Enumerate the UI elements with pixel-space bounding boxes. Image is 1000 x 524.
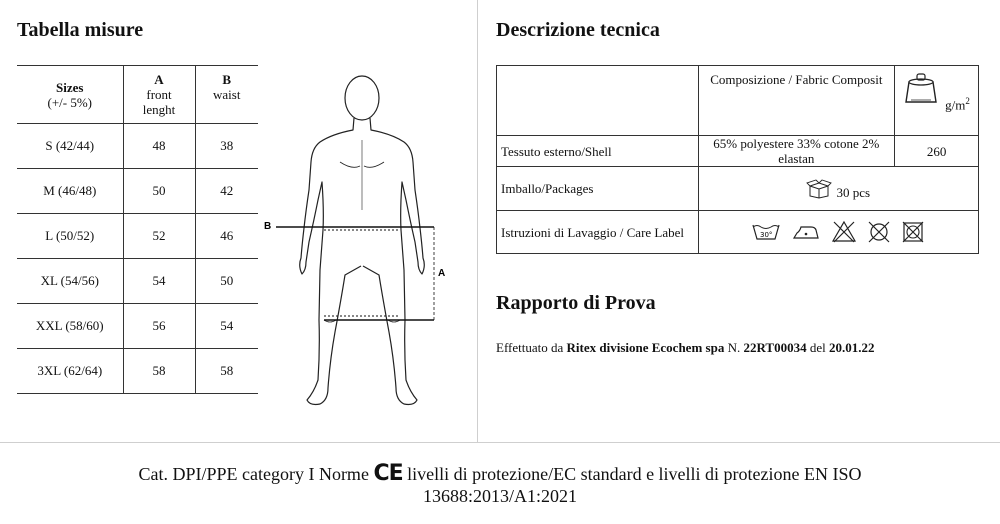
- size-cell: L (50/52): [17, 214, 123, 259]
- technical-table: [496, 65, 979, 254]
- b-cell: 54: [195, 304, 258, 349]
- label-b: B: [264, 221, 272, 232]
- packages-label: Imballo/Packages: [497, 167, 699, 211]
- body-measurement-figure: [262, 70, 472, 420]
- technical-section: [478, 0, 1000, 442]
- header-a: [123, 66, 195, 124]
- b-cell: 42: [195, 169, 258, 214]
- shell-composition: 65% polyestere 33% cotone 2% elastan: [698, 136, 895, 167]
- empty-cell: [497, 66, 699, 136]
- table-row: [497, 136, 979, 167]
- table-row: [497, 211, 979, 254]
- b-cell: 46: [195, 214, 258, 259]
- care-label: Istruzioni di Lavaggio / Care Label: [497, 211, 699, 254]
- care-icons-cell: [698, 211, 979, 254]
- wash-30-icon: [751, 221, 781, 243]
- table-row: [17, 259, 258, 304]
- shell-label: Tessuto esterno/Shell: [497, 136, 699, 167]
- header-a-line1: front: [146, 87, 172, 102]
- ce-mark-icon: CE: [373, 461, 403, 486]
- table-row: [17, 124, 258, 169]
- no-bleach-icon: [831, 220, 857, 244]
- header-b-letter: B: [222, 72, 232, 87]
- report-text: Effettuato da Ritex divisione Ecochem spa N. 22RT00034 del 20.01.22: [496, 340, 875, 355]
- svg-text:30°: 30°: [760, 231, 773, 239]
- size-cell: XL (54/56): [17, 259, 123, 304]
- a-cell: 56: [123, 304, 195, 349]
- gsm-header: [895, 66, 979, 136]
- size-cell: M (46/48): [17, 169, 123, 214]
- a-cell: 50: [123, 169, 195, 214]
- header-sizes: [17, 66, 123, 124]
- footer-norms: [0, 463, 1000, 507]
- report-title: Rapporto di Prova: [496, 292, 656, 314]
- table-row: [17, 169, 258, 214]
- size-section: [0, 0, 477, 442]
- packages-cell: [698, 167, 979, 211]
- header-b-label: waist: [213, 87, 241, 102]
- no-tumble-dry-icon: [901, 220, 925, 244]
- composition-header: Composizione / Fabric Composit: [698, 66, 895, 136]
- header-a-letter: A: [154, 72, 164, 87]
- footer-line2: 13688:2013/A1:2021: [422, 486, 577, 506]
- table-row: [497, 167, 979, 211]
- report-lab: Ritex divisione Ecochem spa: [566, 340, 725, 355]
- size-cell: S (42/44): [17, 124, 123, 169]
- report-date: 20.01.22: [828, 340, 875, 355]
- body-outline-icon: [300, 76, 425, 405]
- header-b: [195, 66, 258, 124]
- b-cell: 38: [195, 124, 258, 169]
- a-cell: 58: [123, 349, 195, 394]
- iron-low-icon: [791, 222, 821, 242]
- header-a-line2: lenght: [142, 102, 176, 117]
- size-cell: XXL (58/60): [17, 304, 123, 349]
- box-icon: [806, 179, 832, 199]
- header-sizes-label: Sizes: [56, 79, 84, 95]
- weight-icon: [903, 72, 939, 106]
- table-row: [17, 214, 258, 259]
- a-cell: 48: [123, 124, 195, 169]
- table-row: [497, 66, 979, 136]
- b-cell: 58: [195, 349, 258, 394]
- no-dry-clean-icon: [867, 220, 891, 244]
- a-cell: 52: [123, 214, 195, 259]
- header-tolerance: (+/- 5%): [47, 94, 92, 110]
- gsm-unit: $g/m^2$: [945, 96, 970, 113]
- shell-gsm: 260: [895, 136, 979, 167]
- packages-value: 30 pcs: [836, 184, 871, 200]
- technical-title: Descrizione tecnica: [496, 19, 660, 41]
- size-table: [17, 65, 258, 394]
- table-row: [17, 349, 258, 394]
- table-row: [17, 304, 258, 349]
- report-number: 22RT00034: [743, 340, 807, 355]
- size-table-title: Tabella misure: [17, 19, 144, 41]
- horizontal-divider: [0, 442, 1000, 443]
- b-cell: 50: [195, 259, 258, 304]
- size-table-header: [17, 66, 258, 124]
- label-a: A: [438, 268, 446, 279]
- footer-line1: Cat. DPI/PPE category I Norme CE livelli di protezione/EC standard e livelli di protezione EN ISO: [138, 461, 862, 486]
- a-cell: 54: [123, 259, 195, 304]
- size-cell: 3XL (62/64): [17, 349, 123, 394]
